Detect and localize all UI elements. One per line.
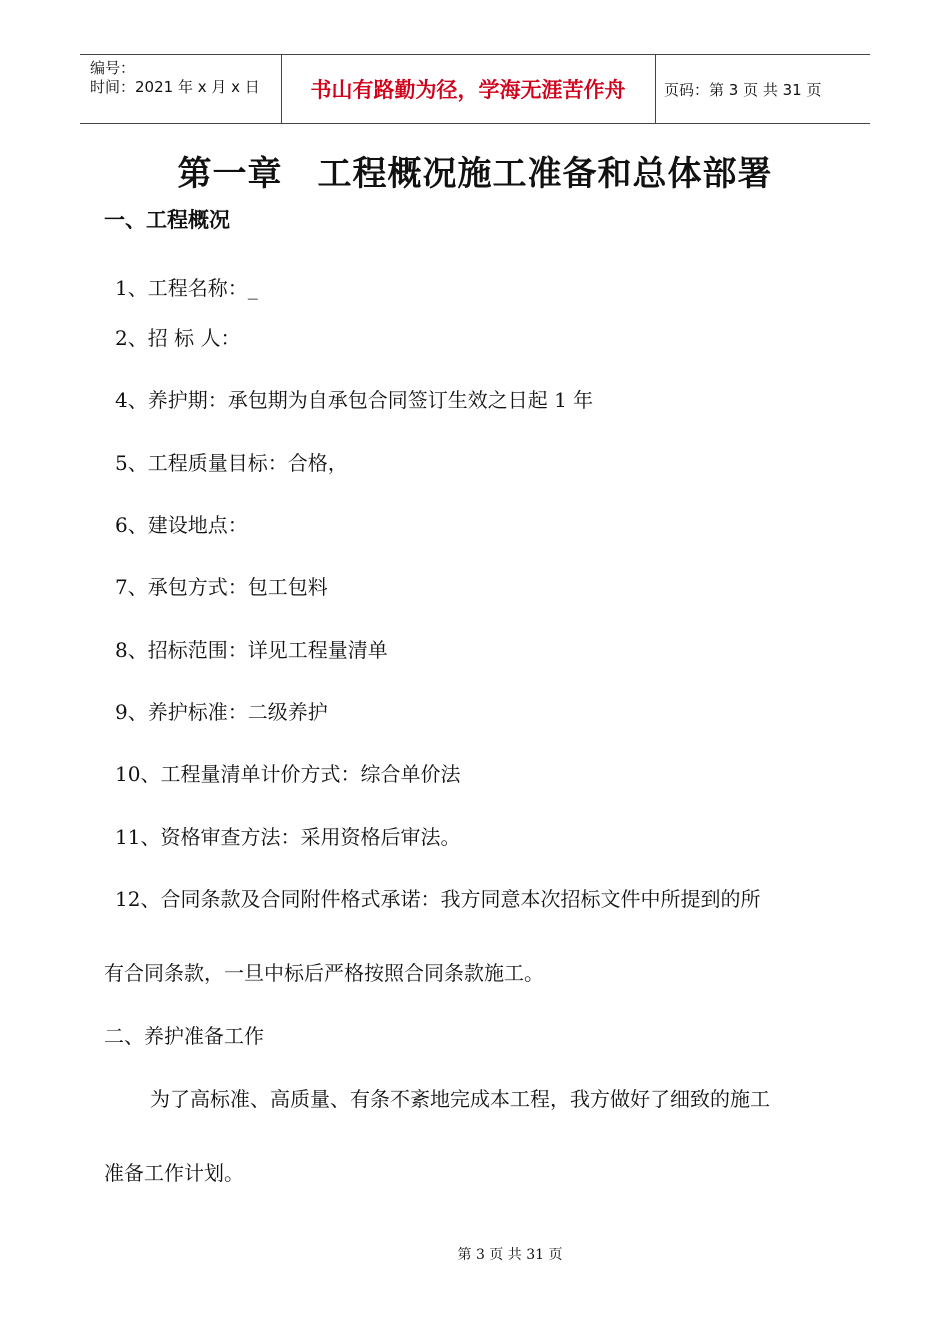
document-header: [80, 54, 870, 124]
number-label: 编号：: [90, 59, 136, 77]
list-item: 2、招 标 人：: [115, 326, 241, 350]
chapter-title: 第一章 工程概况施工准备和总体部署: [177, 154, 773, 194]
list-item: 1、工程名称：_: [115, 276, 258, 300]
section-heading-2: 二、养护准备工作: [104, 1024, 264, 1048]
list-item: 7、承包方式：包工包料: [115, 575, 328, 599]
paragraph-line: 为了高标准、高质量、有条不紊地完成本工程，我方做好了细致的施工: [150, 1087, 770, 1111]
list-item: 9、养护标准：二级养护: [115, 700, 328, 724]
header-divider: [655, 55, 656, 123]
list-item: 5、工程质量目标：合格，: [115, 451, 348, 475]
header-motto: 书山有路勤为径，学海无涯苦作舟: [310, 78, 626, 102]
list-item: 12、合同条款及合同附件格式承诺：我方同意本次招标文件中所提到的所: [115, 887, 761, 911]
paragraph-line: 准备工作计划。: [104, 1161, 244, 1185]
time-label: 时间：2021 年 x 月 x 日: [90, 78, 260, 96]
list-item: 11、资格审查方法：采用资格后审法。: [115, 825, 461, 849]
list-item: 4、养护期：承包期为自承包合同签订生效之日起 1 年: [115, 388, 594, 412]
header-page-info: 页码：第 3 页 共 31 页: [664, 80, 822, 99]
list-item: 6、建设地点：: [115, 513, 248, 537]
header-meta: [90, 59, 260, 97]
list-item: 10、工程量清单计价方式：综合单价法: [115, 762, 461, 786]
section-heading-1: 一、工程概况: [104, 208, 230, 232]
list-item-continuation: 有合同条款，一旦中标后严格按照合同条款施工。: [104, 961, 544, 985]
page-footer: 第 3 页 共 31 页: [457, 1247, 563, 1263]
list-item: 8、招标范围：详见工程量清单: [115, 638, 388, 662]
